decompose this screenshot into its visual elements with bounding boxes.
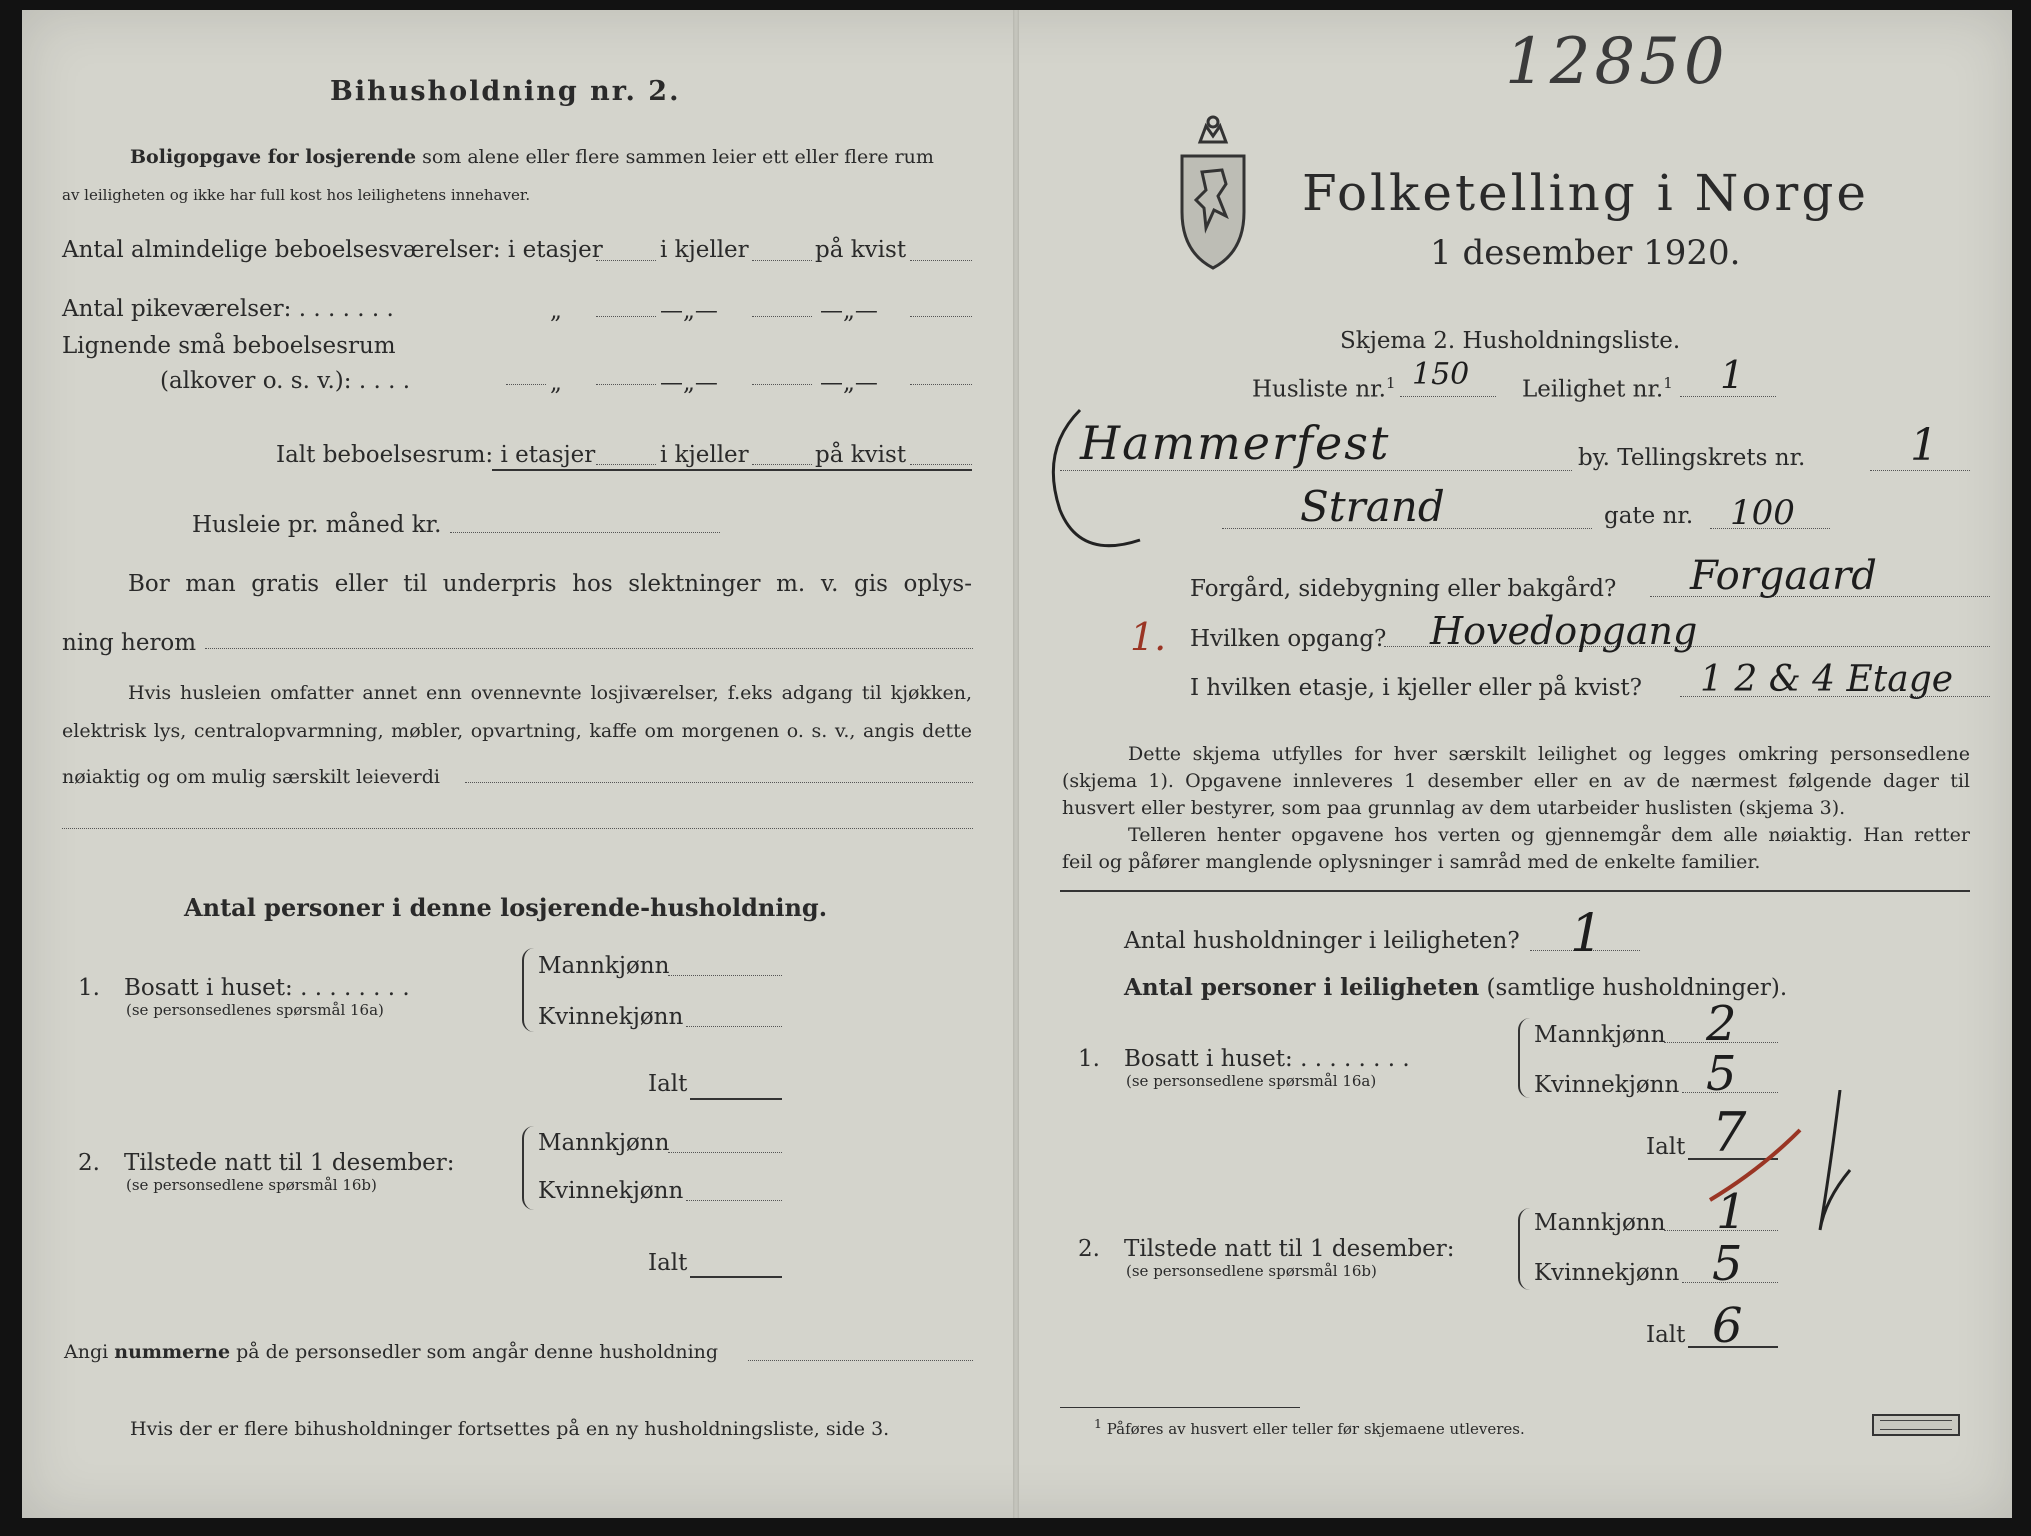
pike-ditto-1: „ xyxy=(550,298,562,324)
left-item1-sub: (se personsedlenes spørsmål 16a) xyxy=(126,1001,384,1019)
angi-field[interactable] xyxy=(748,1360,973,1361)
right-item1-mann-label: Mannkjønn xyxy=(1534,1022,1666,1048)
info-p1-line-2: (skjema 1). Opgavene innleveres 1 desember eller en av de nærmest følgende dager til xyxy=(1062,770,1970,792)
husliste-nr-value: 150 xyxy=(1412,357,1470,392)
left-item1-mann-field[interactable] xyxy=(668,975,782,976)
right-personer-heading xyxy=(1124,976,1787,1000)
antal-kvist-field[interactable] xyxy=(910,260,972,261)
left-page-title: Bihusholdning nr. 2. xyxy=(330,76,681,107)
forgard-value: Forgaard xyxy=(1690,553,1877,599)
hvis-field-1[interactable] xyxy=(465,782,973,783)
alkover-ditto-3: —„— xyxy=(820,370,878,396)
gate-nr-value: 100 xyxy=(1730,493,1795,533)
right-item2-kvinne-label: Kvinnekjønn xyxy=(1534,1260,1680,1286)
right-item2-sub: (se personsedlene spørsmål 16b) xyxy=(1126,1262,1377,1280)
left-item1-ialt-label: Ialt xyxy=(648,1071,688,1097)
left-footer: Hvis der er flere bihusholdninger fortsettes på en ny husholdningsliste, side 3. xyxy=(130,1418,890,1440)
right-item2-brace xyxy=(1518,1208,1532,1290)
husliste-footnote-mark: 1 xyxy=(1385,374,1396,392)
left-item2-ialt-field[interactable] xyxy=(690,1276,782,1278)
gate-label: gate nr. xyxy=(1604,503,1694,529)
bosatt-ialt-value: 7 xyxy=(1712,1101,1747,1164)
intro-line-1 xyxy=(130,148,934,167)
intro-line-2: av leiligheten og ikke har full kost hos leilighetens innehaver. xyxy=(62,186,531,204)
opgang-label: Hvilken opgang? xyxy=(1190,626,1387,652)
page-fold xyxy=(1013,10,1019,1518)
left-item1-brace xyxy=(522,948,536,1032)
angi-line xyxy=(64,1343,718,1362)
ialt-kvist-field[interactable] xyxy=(910,464,972,465)
left-item2-brace xyxy=(522,1126,536,1210)
leilighet-label: Leilighet nr. xyxy=(1522,376,1664,403)
husliste-label: Husliste nr. xyxy=(1252,376,1386,403)
ialt-etasjer-field[interactable] xyxy=(596,464,656,465)
left-item1-ialt-field[interactable] xyxy=(690,1098,782,1100)
left-item2-sub: (se personsedlene spørsmål 16b) xyxy=(126,1176,377,1194)
right-item2-ialt-label: Ialt xyxy=(1646,1322,1686,1348)
right-item2-mann-label: Mannkjønn xyxy=(1534,1210,1666,1236)
alkover-label: (alkover o. s. v.): . . . . xyxy=(160,368,411,394)
hvis-line-2: elektrisk lys, centralopvarmning, møbler, opvartning, kaffe om morgenen o. s. v., angis dette xyxy=(62,720,972,742)
archive-number: 12850 xyxy=(1505,25,1729,99)
right-personer-bold: Antal personer i leiligheten xyxy=(1124,974,1480,1001)
hvis-line-1: Hvis husleien omfatter annet enn ovennevnte losjiværelser, f.eks adgang til kjøkken, xyxy=(128,682,972,704)
antal-label: Antal almindelige beboelsesværelser: i etasjer xyxy=(62,237,603,263)
angi-pre: Angi xyxy=(64,1341,109,1363)
ialt-kvist-label: på kvist xyxy=(815,442,907,468)
husleie-field[interactable] xyxy=(450,532,720,533)
by-label: by. Tellingskrets nr. xyxy=(1578,445,1806,471)
left-item2-mann-field[interactable] xyxy=(668,1152,782,1153)
info-p2-line-1: Telleren henter opgavene hos verten og gjennemgår dem alle nøiaktig. Han retter xyxy=(1128,824,1970,846)
alkover-etasjer-field[interactable] xyxy=(596,384,656,385)
bosatt-mann-value: 2 xyxy=(1706,996,1737,1052)
hvis-line-3: nøiaktig og om mulig særskilt leieverdi xyxy=(62,766,440,788)
info-p1-line-3: husvert eller bestyrer, som paa grunnlag av dem utarbeider huslisten (skjema 3). xyxy=(1062,797,1846,819)
krets-nr-value: 1 xyxy=(1910,420,1938,471)
right-item1-kvinne-label: Kvinnekjønn xyxy=(1534,1072,1680,1098)
right-page-title: Folketelling i Norge xyxy=(1302,164,1869,222)
alkover-ditto-1: „ xyxy=(550,370,562,396)
bor-line-1: Bor man gratis eller til underpris hos slektninger m. v. gis oplys- xyxy=(128,571,972,597)
info-p1-line-1: Dette skjema utfylles for hver særskilt leilighet og legges omkring personsedlene xyxy=(1128,743,1970,765)
right-footnote xyxy=(1094,1418,1525,1437)
alkover-ditto-2: —„— xyxy=(660,370,718,396)
info-rule xyxy=(1060,890,1970,892)
right-item2-num: 2. xyxy=(1078,1236,1100,1262)
right-footnote-mark: 1 xyxy=(1094,1416,1102,1431)
left-item1-label: Bosatt i huset: . . . . . . . . xyxy=(124,975,410,1001)
left-item2-kvinne-field[interactable] xyxy=(686,1200,782,1201)
left-item2-mann-label: Mannkjønn xyxy=(538,1130,670,1156)
norwegian-coat-of-arms-icon xyxy=(1176,112,1250,272)
angi-rest: på de personsedler som angår denne husholdning xyxy=(236,1341,719,1363)
left-item1-kvinne-field[interactable] xyxy=(686,1026,782,1027)
info-p2-line-2: feil og påfører manglende oplysninger i samråd med de enkelte familier. xyxy=(1062,851,1761,873)
right-item1-brace xyxy=(1518,1018,1532,1098)
bor-line-2: ning herom xyxy=(62,630,197,656)
forgard-label: Forgård, sidebygning eller bakgård? xyxy=(1190,576,1617,602)
leilighet-footnote-mark: 1 xyxy=(1663,374,1673,392)
tilstede-kvinne-value: 5 xyxy=(1712,1236,1743,1292)
bosatt-kvinne-value: 5 xyxy=(1706,1046,1737,1102)
angi-bold: nummerne xyxy=(114,1341,231,1363)
antal-kjeller-label: i kjeller xyxy=(660,237,749,263)
handwriting-flourish-icon xyxy=(1040,390,1660,570)
husholdninger-label: Antal husholdninger i leiligheten? xyxy=(1124,928,1520,954)
intro-rest: som alene eller flere sammen leier ett eller flere rum xyxy=(422,146,934,168)
antal-kvist-label: på kvist xyxy=(815,237,907,263)
leilighet-nr-value: 1 xyxy=(1720,353,1745,397)
antal-etasjer-field[interactable] xyxy=(596,260,656,261)
etasje-value: 1 2 & 4 Etage xyxy=(1700,659,1954,700)
alkover-kjeller-field[interactable] xyxy=(752,384,812,385)
city-value: Hammerfest xyxy=(1080,416,1391,470)
skjema-label: Skjema 2. Husholdningsliste. xyxy=(1340,328,1681,354)
hvis-field-2[interactable] xyxy=(62,828,973,829)
footnote-rule xyxy=(1060,1407,1300,1408)
bor-field[interactable] xyxy=(205,648,973,649)
tilstede-ialt-value: 6 xyxy=(1712,1298,1743,1354)
husleie-label: Husleie pr. måned kr. xyxy=(192,512,442,538)
right-item1-ialt-label: Ialt xyxy=(1646,1134,1686,1160)
right-item1-num: 1. xyxy=(1078,1046,1100,1072)
left-item2-kvinne-label: Kvinnekjønn xyxy=(538,1178,684,1204)
left-item2-ialt-label: Ialt xyxy=(648,1250,688,1276)
husholdninger-value: 1 xyxy=(1570,904,1604,964)
pike-ditto-3: —„— xyxy=(820,298,878,324)
intro-bold: Boligopgave for losjerende xyxy=(130,146,417,168)
right-item2-label: Tilstede natt til 1 desember: xyxy=(1124,1236,1455,1262)
opgang-value: Hovedopgang xyxy=(1430,609,1698,653)
left-personer-heading: Antal personer i denne losjerende-husholdning. xyxy=(184,893,828,922)
pike-kvist-field[interactable] xyxy=(910,316,972,317)
right-footnote-text: Påføres av husvert eller teller før skjemaene utleveres. xyxy=(1106,1420,1525,1438)
right-personer-rest: (samtlige husholdninger). xyxy=(1486,975,1788,1001)
right-item1-label: Bosatt i huset: . . . . . . . . xyxy=(1124,1046,1410,1072)
left-item2-num: 2. xyxy=(78,1150,100,1176)
ialt-kjeller-label: i kjeller xyxy=(660,442,749,468)
correction-strokes-icon xyxy=(1700,1090,1870,1270)
right-item1-sub: (se personsedlene spørsmål 16a) xyxy=(1126,1072,1377,1090)
lignende-label: Lignende små beboelsesrum xyxy=(62,333,396,359)
antal-kjeller-field[interactable] xyxy=(752,260,812,261)
ialt-rule xyxy=(492,469,972,471)
pike-kjeller-field[interactable] xyxy=(752,316,812,317)
ialt-kjeller-field[interactable] xyxy=(752,464,812,465)
left-item2-label: Tilstede natt til 1 desember: xyxy=(124,1150,455,1176)
left-item1-num: 1. xyxy=(78,975,100,1001)
census-date: 1 desember 1920. xyxy=(1430,233,1741,273)
ialt-rum-label: Ialt beboelsesrum: i etasjer xyxy=(276,442,596,468)
pike-label: Antal pikeværelser: . . . . . . . xyxy=(62,296,394,322)
etasje-label: I hvilken etasje, i kjeller eller på kvist? xyxy=(1190,675,1642,701)
left-item1-kvinne-label: Kvinnekjønn xyxy=(538,1004,684,1030)
left-item1-mann-label: Mannkjønn xyxy=(538,953,670,979)
alkover-kvist-field[interactable] xyxy=(910,384,972,385)
alkover-lead-field[interactable] xyxy=(506,384,546,385)
pike-ditto-2: —„— xyxy=(660,298,718,324)
pike-etasjer-field[interactable] xyxy=(596,316,656,317)
gate-value: Strand xyxy=(1300,482,1445,531)
margin-mark: 1. xyxy=(1130,615,1167,659)
tilstede-mann-value: 1 xyxy=(1716,1184,1747,1240)
printer-stamp-icon xyxy=(1872,1414,1960,1436)
